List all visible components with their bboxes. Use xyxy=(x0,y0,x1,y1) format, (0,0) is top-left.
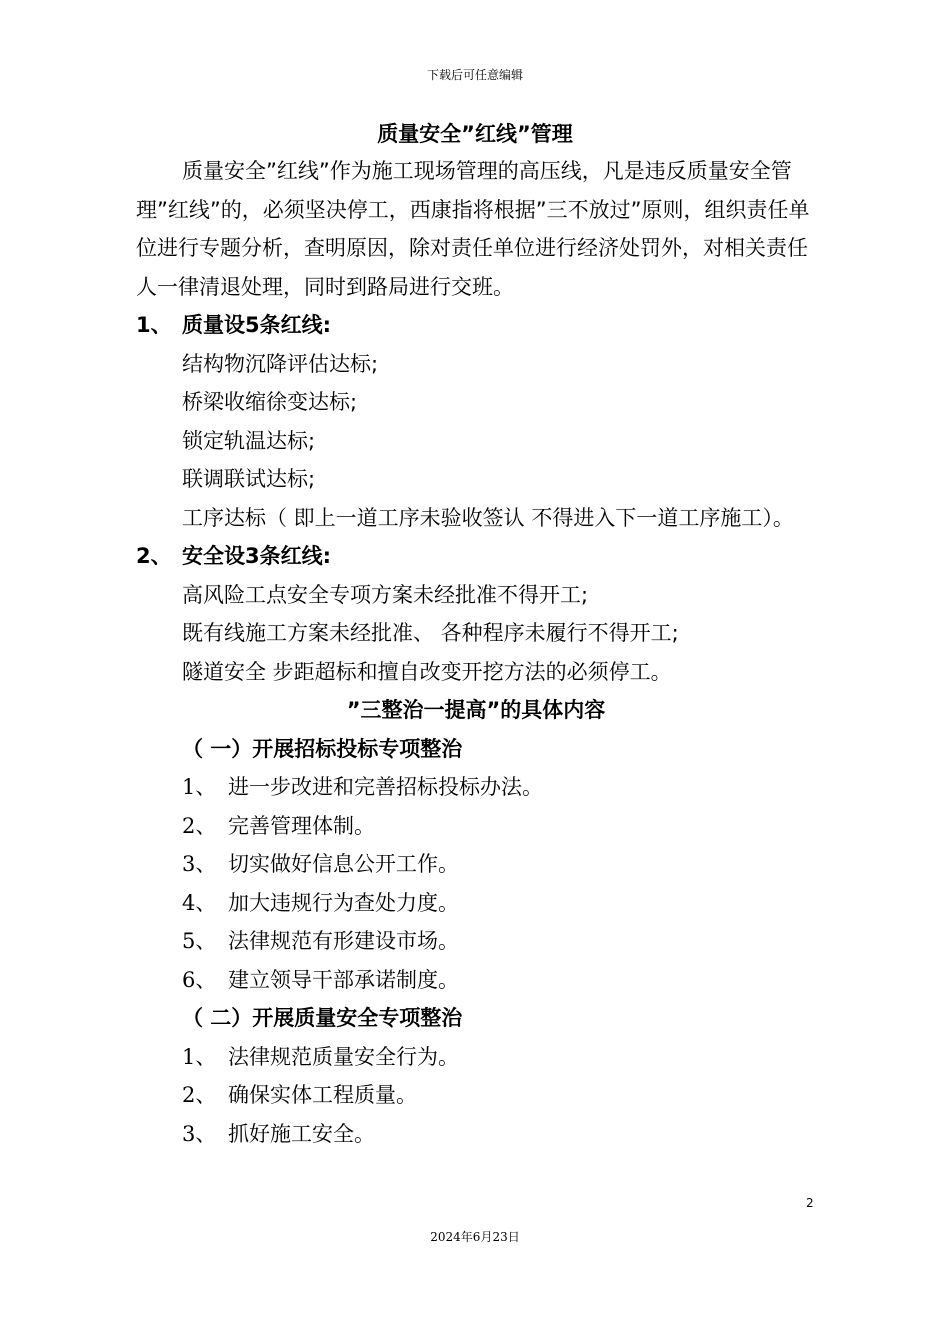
item-number: 2、 xyxy=(182,813,217,838)
document-body xyxy=(136,152,816,1153)
page-footer-date: 2024年6月23日 xyxy=(430,1230,520,1244)
safety-heading-number: 2、 xyxy=(136,544,172,568)
section2-item xyxy=(136,1076,816,1115)
page-number: 2 xyxy=(806,1196,814,1210)
section2-item xyxy=(136,1038,816,1077)
quality-item: 结构物沉降评估达标; xyxy=(182,351,379,376)
safety-item: 隧道安全 步距超标和擅自改变开挖方法的必须停工。 xyxy=(182,659,672,684)
item-number: 2、 xyxy=(182,1083,217,1107)
item-number: 1、 xyxy=(182,1044,217,1069)
item-text: 建立领导干部承诺制度。 xyxy=(228,967,459,992)
section-subtitle: ”三整治一提高”的具体内容 xyxy=(346,698,606,722)
section2-heading: （ 二）开展质量安全专项整治 xyxy=(182,1006,463,1030)
item-text: 抓好施工安全。 xyxy=(228,1121,375,1146)
item-number: 5、 xyxy=(182,929,217,953)
section1-item xyxy=(136,961,816,1000)
page-header: 下载后可任意编辑 xyxy=(426,68,523,82)
item-text: 进一步改进和完善招标投标办法。 xyxy=(228,775,543,799)
quality-item: 桥梁收缩徐变达标; xyxy=(182,390,358,414)
safety-item: 既有线施工方案未经批准、 各种程序未履行不得开工; xyxy=(182,621,679,645)
quality-heading-text: 质量设5条红线: xyxy=(182,313,332,337)
section1-item xyxy=(136,884,816,923)
item-number: 1、 xyxy=(182,775,217,799)
item-text: 法律规范有形建设市场。 xyxy=(228,929,459,953)
item-text: 加大违规行为查处力度。 xyxy=(228,890,459,915)
safety-heading xyxy=(136,537,816,576)
item-text: 完善管理体制。 xyxy=(228,813,375,838)
item-text: 确保实体工程质量。 xyxy=(228,1083,417,1107)
document-title: 质量安全”红线”管理 xyxy=(377,122,573,146)
item-number: 4、 xyxy=(182,890,217,915)
section2-item xyxy=(136,1115,816,1154)
section1-item xyxy=(136,922,816,961)
intro-paragraph: 质量安全”红线”作为施工现场管理的高压线，凡是违反质量安全管理”红线”的，必须坚决停工，西康指将根据”三不放过”原则，组织责任单位进行专题分析，查明原因，除对责任单位进行经济处罚外，对相关责任人一律清退处理，同时到路局进行交班。 xyxy=(136,159,810,299)
section1-item xyxy=(136,768,816,807)
quality-item: 联调联试达标; xyxy=(182,467,316,491)
section1-item xyxy=(136,845,816,884)
safety-item: 高风险工点安全专项方案未经批准不得开工; xyxy=(182,582,589,607)
safety-heading-text: 安全设3条红线: xyxy=(182,544,332,568)
section1-heading: （ 一）开展招标投标专项整治 xyxy=(182,736,463,761)
quality-heading xyxy=(136,306,816,345)
item-text: 法律规范质量安全行为。 xyxy=(228,1044,459,1069)
quality-item-last: 工序达标（ 即上一道工序未验收签认 不得进入下一道工序施工）。 xyxy=(182,505,794,530)
quality-item: 锁定轨温达标; xyxy=(182,428,316,453)
item-number: 6、 xyxy=(182,967,217,992)
item-text: 切实做好信息公开工作。 xyxy=(228,852,459,876)
item-number: 3、 xyxy=(182,1121,217,1146)
quality-heading-number: 1、 xyxy=(136,313,172,337)
section1-item xyxy=(136,807,816,846)
item-number: 3、 xyxy=(182,852,217,876)
